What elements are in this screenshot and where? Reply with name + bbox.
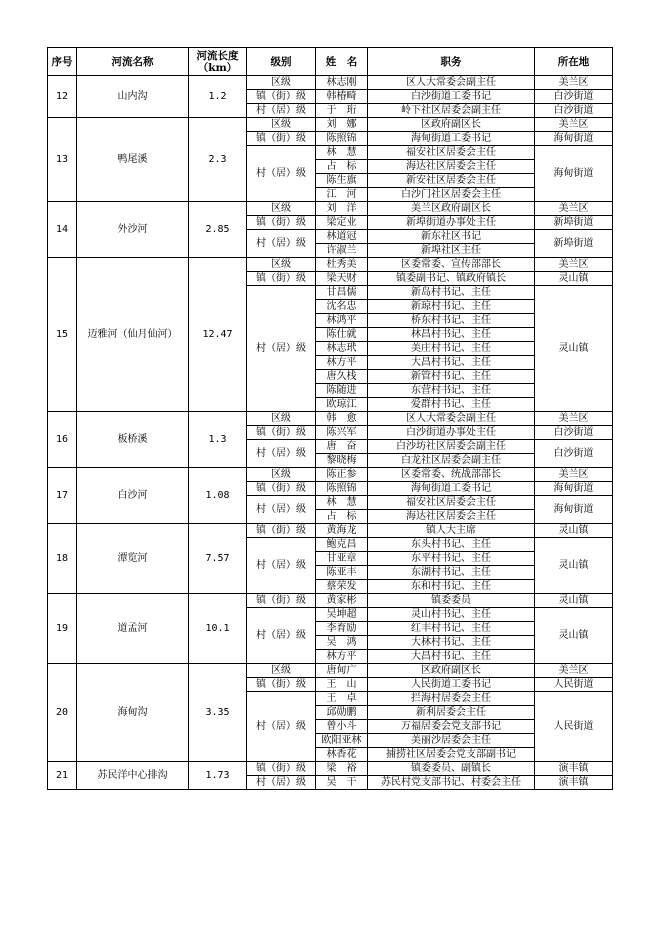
person-name-cell: 沈名忠 (316, 300, 368, 314)
duty-cell: 捕捞社区居委会党支部副书记 (368, 748, 535, 762)
river-name-cell: 海甸沟 (77, 664, 189, 762)
duty-cell: 福安社区居委会主任 (368, 146, 535, 160)
level-cell: 镇（街）级 (247, 426, 316, 440)
person-name-cell: 陈照锦 (316, 132, 368, 146)
location-cell: 灵山镇 (535, 524, 613, 538)
location-cell: 灵山镇 (535, 286, 613, 412)
seq-cell: 18 (48, 524, 77, 594)
river-name-cell: 道孟河 (77, 594, 189, 664)
person-name-cell: 林鸿平 (316, 314, 368, 328)
location-cell: 人民街道 (535, 692, 613, 762)
table-row (48, 76, 613, 90)
level-cell: 村（居）级 (247, 538, 316, 594)
person-name-cell: 唐久栈 (316, 370, 368, 384)
duty-cell: 白沙街道工委书记 (368, 90, 535, 104)
duty-cell: 镇委委员 (368, 594, 535, 608)
location-cell: 美兰区 (535, 468, 613, 482)
header-duty: 职务 (368, 48, 535, 76)
river-name-cell: 潭览河 (77, 524, 189, 594)
duty-cell: 区人大常委会副主任 (368, 412, 535, 426)
duty-cell: 美丽沙居委会主任 (368, 734, 535, 748)
person-name-cell: 鲍克昌 (316, 538, 368, 552)
person-name-cell: 许淑兰 (316, 244, 368, 258)
person-name-cell: 甘昌儒 (316, 286, 368, 300)
duty-cell: 桥东村书记、主任 (368, 314, 535, 328)
seq-cell: 16 (48, 412, 77, 468)
person-name-cell: 黄海龙 (316, 524, 368, 538)
river-length-cell: 1.2 (189, 76, 247, 118)
duty-cell: 东和村书记、主任 (368, 580, 535, 594)
river-length-cell: 2.85 (189, 202, 247, 258)
duty-cell: 大林村书记、主任 (368, 636, 535, 650)
person-name-cell: 吴 鸿 (316, 636, 368, 650)
header-name: 姓 名 (316, 48, 368, 76)
person-name-cell: 林志玳 (316, 342, 368, 356)
level-cell: 村（居）级 (247, 230, 316, 258)
table-row (48, 258, 613, 272)
person-name-cell: 占 标 (316, 510, 368, 524)
duty-cell: 红丰村书记、主任 (368, 622, 535, 636)
person-name-cell: 陈兴军 (316, 426, 368, 440)
duty-cell: 灵山村书记、主任 (368, 608, 535, 622)
person-name-cell: 于 珩 (316, 104, 368, 118)
duty-cell: 白沙街道办事处主任 (368, 426, 535, 440)
person-name-cell: 韩椿畸 (316, 90, 368, 104)
person-name-cell: 韩 愈 (316, 412, 368, 426)
table-row (48, 664, 613, 678)
location-cell: 海甸街道 (535, 482, 613, 496)
person-name-cell: 梁天财 (316, 272, 368, 286)
duty-cell: 新安社区居委会主任 (368, 174, 535, 188)
person-name-cell: 陈照锦 (316, 482, 368, 496)
person-name-cell: 黄家彬 (316, 594, 368, 608)
location-cell: 美兰区 (535, 118, 613, 132)
person-name-cell: 林 慧 (316, 146, 368, 160)
level-cell: 镇（街）级 (247, 482, 316, 496)
header-length: 河流长度（km） (189, 48, 247, 76)
level-cell: 区级 (247, 664, 316, 678)
location-cell: 美兰区 (535, 412, 613, 426)
header-row (48, 48, 613, 76)
person-name-cell: 欧阳亚林 (316, 734, 368, 748)
location-cell: 灵山镇 (535, 608, 613, 664)
location-cell: 海甸街道 (535, 146, 613, 202)
duty-cell: 区政府副区长 (368, 664, 535, 678)
duty-cell: 区委常委、宣传部部长 (368, 258, 535, 272)
table-row (48, 524, 613, 538)
duty-cell: 白沙坊社区居委会副主任 (368, 440, 535, 454)
seq-cell: 13 (48, 118, 77, 202)
person-name-cell: 刘 娜 (316, 118, 368, 132)
location-cell: 白沙街道 (535, 440, 613, 468)
person-name-cell: 林志刚 (316, 76, 368, 90)
river-name-cell: 鸭尾溪 (77, 118, 189, 202)
person-name-cell: 林道冠 (316, 230, 368, 244)
duty-cell: 岭下社区居委会副主任 (368, 104, 535, 118)
river-name-cell: 白沙河 (77, 468, 189, 524)
location-cell: 演丰镇 (535, 776, 613, 790)
level-cell: 村（居）级 (247, 608, 316, 664)
river-length-cell: 7.57 (189, 524, 247, 594)
location-cell: 海甸街道 (535, 132, 613, 146)
header-level: 级别 (247, 48, 316, 76)
river-length-cell: 3.35 (189, 664, 247, 762)
header-river-name: 河流名称 (77, 48, 189, 76)
duty-cell: 东营村书记、主任 (368, 384, 535, 398)
person-name-cell: 邱勋鹏 (316, 706, 368, 720)
level-cell: 区级 (247, 258, 316, 272)
river-length-cell: 12.47 (189, 258, 247, 412)
duty-cell: 镇人大主席 (368, 524, 535, 538)
duty-cell: 镇委副书记、镇政府镇长 (368, 272, 535, 286)
person-name-cell: 吴 干 (316, 776, 368, 790)
table-row (48, 202, 613, 216)
river-length-cell: 10.1 (189, 594, 247, 664)
duty-cell: 新管村书记、主任 (368, 370, 535, 384)
level-cell: 村（居）级 (247, 286, 316, 412)
seq-cell: 17 (48, 468, 77, 524)
location-cell: 美兰区 (535, 258, 613, 272)
person-name-cell: 欧琼江 (316, 398, 368, 412)
location-cell: 新埠街道 (535, 216, 613, 230)
seq-cell: 12 (48, 76, 77, 118)
river-name-cell: 苏民洋中心排沟 (77, 762, 189, 790)
location-cell: 海甸街道 (535, 496, 613, 524)
duty-cell: 海甸街道工委书记 (368, 482, 535, 496)
duty-cell: 区人大常委会副主任 (368, 76, 535, 90)
location-cell: 美兰区 (535, 76, 613, 90)
location-cell: 美兰区 (535, 664, 613, 678)
table-row (48, 468, 613, 482)
river-name-cell: 迈雅河（仙月仙河） (77, 258, 189, 412)
person-name-cell: 梁 裕 (316, 762, 368, 776)
duty-cell: 镇委委员、副镇长 (368, 762, 535, 776)
location-cell: 白沙街道 (535, 104, 613, 118)
duty-cell: 东湖村书记、主任 (368, 566, 535, 580)
person-name-cell: 王 卓 (316, 692, 368, 706)
person-name-cell: 吴坤超 (316, 608, 368, 622)
level-cell: 区级 (247, 468, 316, 482)
level-cell: 村（居）级 (247, 496, 316, 524)
person-name-cell: 梁定业 (316, 216, 368, 230)
location-cell: 白沙街道 (535, 426, 613, 440)
duty-cell: 林昌村书记、主任 (368, 328, 535, 342)
duty-cell: 苏民村党支部书记、村委会主任 (368, 776, 535, 790)
seq-cell: 14 (48, 202, 77, 258)
river-name-cell: 山内沟 (77, 76, 189, 118)
level-cell: 区级 (247, 118, 316, 132)
person-name-cell: 林 慧 (316, 496, 368, 510)
level-cell: 村（居）级 (247, 146, 316, 202)
level-cell: 镇（街）级 (247, 90, 316, 104)
person-name-cell: 陈亚丰 (316, 566, 368, 580)
duty-cell: 大昌村书记、主任 (368, 650, 535, 664)
duty-cell: 新埠社区主任 (368, 244, 535, 258)
duty-cell: 福安社区居委会主任 (368, 496, 535, 510)
location-cell: 新埠街道 (535, 230, 613, 258)
person-name-cell: 林香花 (316, 748, 368, 762)
duty-cell: 区委常委、统战部部长 (368, 468, 535, 482)
river-length-cell: 1.3 (189, 412, 247, 468)
level-cell: 镇（街）级 (247, 594, 316, 608)
seq-cell: 15 (48, 258, 77, 412)
level-cell: 区级 (247, 76, 316, 90)
duty-cell: 白龙社区居委会副主任 (368, 454, 535, 468)
level-cell: 镇（街）级 (247, 762, 316, 776)
header-seq: 序号 (48, 48, 77, 76)
person-name-cell: 李育励 (316, 622, 368, 636)
location-cell: 人民街道 (535, 678, 613, 692)
table-row (48, 118, 613, 132)
river-chief-table (47, 47, 613, 790)
duty-cell: 新岛村书记、主任 (368, 286, 535, 300)
duty-cell: 新琼村书记、主任 (368, 300, 535, 314)
person-name-cell: 蔡荣发 (316, 580, 368, 594)
level-cell: 区级 (247, 412, 316, 426)
location-cell: 灵山镇 (535, 538, 613, 594)
level-cell: 镇（街）级 (247, 132, 316, 146)
person-name-cell: 陈仕就 (316, 328, 368, 342)
person-name-cell: 曾小斗 (316, 720, 368, 734)
level-cell: 镇（街）级 (247, 524, 316, 538)
river-length-cell: 1.73 (189, 762, 247, 790)
person-name-cell: 林方平 (316, 650, 368, 664)
table-row (48, 594, 613, 608)
seq-cell: 19 (48, 594, 77, 664)
level-cell: 村（居）级 (247, 776, 316, 790)
person-name-cell: 陈随进 (316, 384, 368, 398)
duty-cell: 人民街道工委书记 (368, 678, 535, 692)
duty-cell: 海达社区居委会主任 (368, 160, 535, 174)
person-name-cell: 陈正参 (316, 468, 368, 482)
seq-cell: 21 (48, 762, 77, 790)
level-cell: 村（居）级 (247, 440, 316, 468)
person-name-cell: 刘 洋 (316, 202, 368, 216)
person-name-cell: 陈生旗 (316, 174, 368, 188)
person-name-cell: 黎晓梅 (316, 454, 368, 468)
table-body (48, 76, 613, 790)
header-location: 所在地 (535, 48, 613, 76)
location-cell: 美兰区 (535, 202, 613, 216)
river-length-cell: 1.08 (189, 468, 247, 524)
table-row (48, 412, 613, 426)
level-cell: 村（居）级 (247, 104, 316, 118)
location-cell: 白沙街道 (535, 90, 613, 104)
duty-cell: 新东社区书记 (368, 230, 535, 244)
person-name-cell: 占 标 (316, 160, 368, 174)
duty-cell: 万福居委会党支部书记 (368, 720, 535, 734)
person-name-cell: 林方平 (316, 356, 368, 370)
table-row (48, 762, 613, 776)
level-cell: 镇（街）级 (247, 216, 316, 230)
duty-cell: 东头村书记、主任 (368, 538, 535, 552)
river-name-cell: 板桥溪 (77, 412, 189, 468)
location-cell: 演丰镇 (535, 762, 613, 776)
duty-cell: 新利居委会主任 (368, 706, 535, 720)
duty-cell: 爱群村书记、主任 (368, 398, 535, 412)
river-name-cell: 外沙河 (77, 202, 189, 258)
person-name-cell: 唐 奋 (316, 440, 368, 454)
person-name-cell: 江 河 (316, 188, 368, 202)
seq-cell: 20 (48, 664, 77, 762)
location-cell: 灵山镇 (535, 594, 613, 608)
level-cell: 区级 (247, 202, 316, 216)
person-name-cell: 甘亚章 (316, 552, 368, 566)
river-length-cell: 2.3 (189, 118, 247, 202)
duty-cell: 新埠街道办事处主任 (368, 216, 535, 230)
duty-cell: 海达社区居委会主任 (368, 510, 535, 524)
duty-cell: 海甸街道工委书记 (368, 132, 535, 146)
level-cell: 村（居）级 (247, 692, 316, 762)
duty-cell: 大昌村书记、主任 (368, 356, 535, 370)
duty-cell: 美庄村书记、主任 (368, 342, 535, 356)
location-cell: 灵山镇 (535, 272, 613, 286)
duty-cell: 美兰区政府副区长 (368, 202, 535, 216)
level-cell: 镇（街）级 (247, 678, 316, 692)
person-name-cell: 杜秀美 (316, 258, 368, 272)
duty-cell: 东平村书记、主任 (368, 552, 535, 566)
person-name-cell: 唐甸广 (316, 664, 368, 678)
duty-cell: 区政府副区长 (368, 118, 535, 132)
level-cell: 镇（街）级 (247, 272, 316, 286)
person-name-cell: 王 山 (316, 678, 368, 692)
duty-cell: 拦海村居委会主任 (368, 692, 535, 706)
duty-cell: 白沙门社区居委会主任 (368, 188, 535, 202)
